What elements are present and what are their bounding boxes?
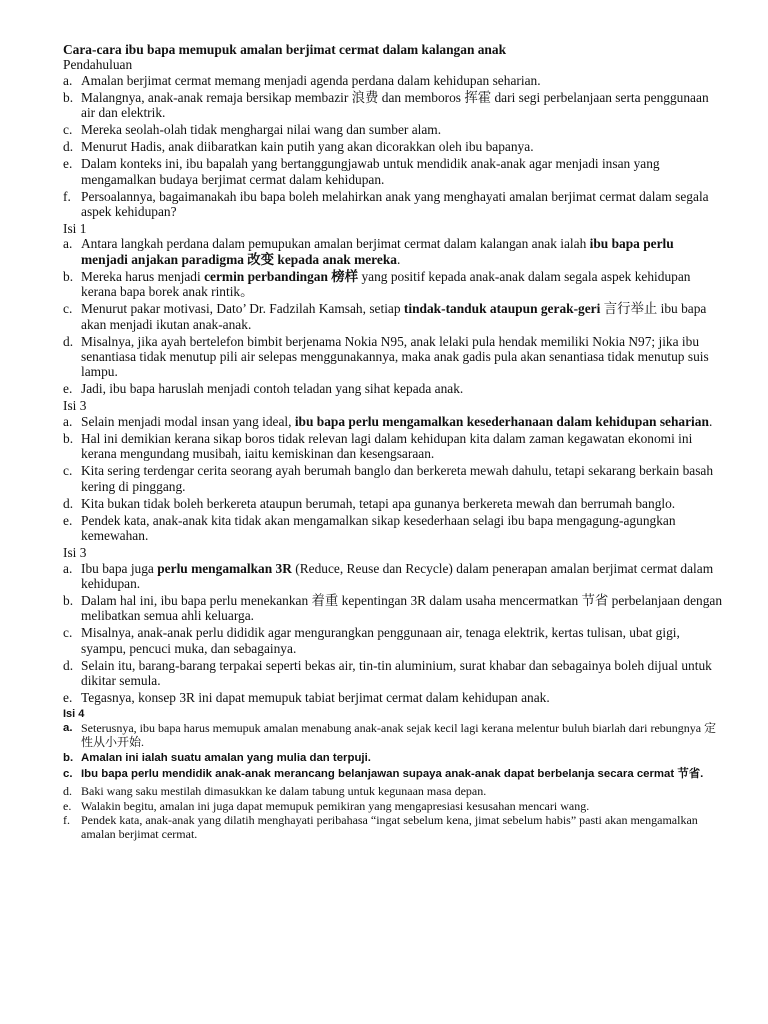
list-item [63, 189, 723, 220]
item-text: Hal ini demikian kerana sikap boros tidak relevan lagi dalam kehidupan kita dalam zaman kegawatan ekonomi ini kerana mengundang musibah, iaitu kemiskinan dan kesengsaraan. [81, 430, 693, 462]
list-marker: d. [63, 495, 74, 511]
list-marker: e. [63, 381, 73, 397]
emphasis-text: tindak-tanduk ataupun gerak-geri [403, 301, 601, 317]
emphasis-text: ibu bapa perlu mengamalkan kesederhanaan dalam kehidupan seharian [294, 413, 709, 429]
item-text: Antara langkah perdana dalam pemupukan amalan berjimat cermat dalam kalangan anak ialah [81, 236, 590, 252]
item-text: Malangnya, anak-anak remaja bersikap membazir 浪费 dan memboros 挥霍 dari segi perbelanjaan serta penggunaan air dan elektrik. [81, 89, 709, 121]
list-marker: b. [63, 89, 74, 105]
document-body [63, 57, 723, 841]
item-text: Misalnya, anak-anak perlu dididik agar mengurangkan penggunaan air, tenaga elektrik, kertas tulisan, ubat gigi, syampu, pencuci muka, dan sebagainya. [81, 625, 680, 656]
item-text: Baki wang saku mestilah dimasukkan ke dalam tabung untuk kegunaan masa depan. [81, 783, 487, 798]
item-text: Mereka harus menjadi [81, 268, 205, 284]
item-text: Kita sering terdengar cerita seorang ayah berumah banglo dan berkereta mewah dahulu, tetapi sekarang berkain basah kering di pinggang. [81, 463, 714, 494]
document-title: Cara-cara ibu bapa memupuk amalan berjimat cermat dalam kalangan anak [63, 42, 507, 57]
item-text: Misalnya, jika ayah bertelefon bimbit berjenama Nokia N95, anak lelaki pula hendak memiliki Nokia N97; jika ibu senantiasa tidak menutup pili air selepas menggunakannya, maka anak gadis pula akan senantiasa tidak menutup suis lampu. [81, 333, 709, 380]
item-text: Dalam hal ini, ibu bapa perlu menekankan 着重 kepentingan 3R dalam usaha mencermatkan 节省 perbelanjaan dengan melibatkan semua ahli keluarga. [81, 592, 723, 624]
list-marker: a. [63, 236, 73, 252]
emphasis-text: ibu bapa perlu menjadi anjakan paradigma 改变 kepada anak mereka [81, 236, 674, 267]
item-text: Kita bukan tidak boleh berkereta ataupun berumah, tetapi apa gunanya berkereta mewah dan berrumah banglo. [81, 495, 676, 511]
list-item [63, 690, 723, 705]
item-text: (Reduce, Reuse dan Recycle) dalam penerapan amalan berjimat cermat dalam kehidupan. [81, 560, 714, 591]
item-text: Tegasnya, konsep 3R ini dapat memupuk tabiat berjimat cermat dalam kehidupan anak. [81, 690, 550, 706]
list-item [63, 236, 723, 267]
item-text: Menurut pakar motivasi, Dato’ Dr. Fadzilah Kamsah, setiap [81, 301, 404, 317]
list-item [63, 784, 723, 798]
list-marker: d. [63, 657, 74, 673]
list-marker: e. [63, 690, 73, 706]
list-item [63, 139, 723, 154]
list-marker: b. [63, 592, 74, 608]
list-item [63, 513, 723, 544]
section-heading: Isi 1 [63, 221, 87, 237]
list-marker: e. [63, 798, 72, 813]
item-text: Jadi, ibu bapa haruslah menjadi contoh teladan yang sihat kepada anak. [81, 381, 464, 397]
item-text: . [708, 413, 713, 429]
item-text: Menurut Hadis, anak diibaratkan kain putih yang akan dicorakkan oleh ibu bapanya. [81, 139, 534, 155]
section-list [63, 561, 723, 706]
item-text: Selain menjadi modal insan yang ideal, [81, 413, 295, 429]
section-list [63, 73, 723, 220]
list-marker: b. [63, 268, 74, 284]
item-text: Amalan ini ialah suatu amalan yang mulia dan terpuji. [81, 751, 371, 764]
item-text: Amalan berjimat cermat memang menjadi agenda perdana dalam kehidupan seharian. [81, 72, 541, 88]
list-item [63, 496, 723, 511]
list-item [63, 414, 723, 429]
list-marker: f. [63, 813, 70, 828]
document-page [63, 42, 723, 842]
list-item [63, 561, 723, 592]
list-item [63, 73, 723, 88]
item-text: Mereka seolah-olah tidak menghargai nilai wang dan sumber alam. [81, 122, 442, 138]
item-text: Pendek kata, anak-anak yang dilatih menghayati peribahasa “ingat sebelum kena, jimat sebelum habis” pasti akan mengamalkan amalan berjimat cermat. [81, 813, 698, 842]
list-marker: b. [63, 430, 74, 446]
item-text: Pendek kata, anak-anak kita tidak akan mengamalkan sikap kesederhaan selagi ibu bapa mengagung-agungkan kemewahan. [81, 512, 676, 544]
item-text: Dalam konteks ini, ibu bapalah yang bertanggungjawab untuk mendidik anak-anak agar menjadi insan yang mengamalkan budaya berjimat cermat dalam kehidupan. [81, 156, 660, 187]
section-heading: Isi 3 [63, 545, 87, 561]
item-text: yang positif kepada anak-anak dalam segala aspek kehidupan kerana bapa borek anak rintik。 [81, 268, 691, 300]
list-marker: c. [63, 122, 73, 138]
item-text: Persoalannya, bagaimanakah ibu bapa boleh melahirkan anak yang menghayati amalan berjimat cermat dalam segala aspek kehidupan? [81, 188, 709, 220]
section-list [63, 236, 723, 396]
list-item [63, 751, 723, 766]
list-item [63, 813, 723, 841]
list-marker: b. [63, 751, 74, 764]
list-marker: c. [63, 768, 73, 781]
list-item [63, 593, 723, 624]
list-item [63, 463, 723, 494]
list-item [63, 431, 723, 462]
list-marker: c. [63, 625, 73, 641]
list-item [63, 122, 723, 137]
list-marker: e. [63, 512, 73, 528]
list-marker: c. [63, 463, 73, 479]
list-item [63, 156, 723, 187]
list-marker: d. [63, 139, 74, 155]
list-marker: d. [63, 333, 74, 349]
list-marker: a. [63, 72, 73, 88]
item-text: Ibu bapa juga [81, 560, 158, 576]
list-item [63, 269, 723, 300]
section-heading: Isi 3 [63, 398, 87, 414]
list-marker: a. [63, 560, 73, 576]
list-item [63, 90, 723, 121]
list-marker: a. [63, 722, 73, 735]
list-item [63, 799, 723, 813]
list-marker: a. [63, 413, 73, 429]
list-item [63, 658, 723, 689]
list-marker: d. [63, 783, 72, 798]
list-item [63, 381, 723, 396]
item-text: . [396, 251, 401, 267]
list-item [63, 301, 723, 332]
list-item [63, 334, 723, 380]
list-item [63, 625, 723, 656]
item-text: Seterusnya, ibu bapa harus memupuk amalan menabung anak-anak sejak kecil lagi kerana melentur buluh biarlah dari rebungnya 定性从小开始. [81, 721, 717, 750]
item-text: 言行举止 ibu bapa akan menjadi ikutan anak-anak. [81, 301, 707, 332]
section-list [63, 414, 723, 544]
section-heading: Pendahuluan [63, 57, 133, 73]
emphasis-text: cermin perbandingan 榜样 [204, 268, 359, 284]
item-text: Selain itu, barang-barang terpakai seperti bekas air, tin-tin aluminium, surat khabar dan sebagainya boleh dijual untuk dikitar semula. [81, 657, 712, 689]
emphasis-text: perlu mengamalkan 3R [157, 560, 292, 576]
list-marker: c. [63, 301, 73, 317]
item-text: Walakin begitu, amalan ini juga dapat memupuk pemikiran yang mengapresiasi kesusahan mencari wang. [81, 798, 590, 813]
section-heading: Isi 4 [63, 708, 85, 721]
list-item [63, 767, 723, 782]
item-text: Ibu bapa perlu mendidik anak-anak merancang belanjawan supaya anak-anak dapat berbelanja secara cermat 节省. [81, 768, 704, 781]
list-item [63, 721, 723, 749]
list-marker: e. [63, 156, 73, 172]
section-list [63, 721, 723, 841]
list-marker: f. [63, 188, 71, 204]
